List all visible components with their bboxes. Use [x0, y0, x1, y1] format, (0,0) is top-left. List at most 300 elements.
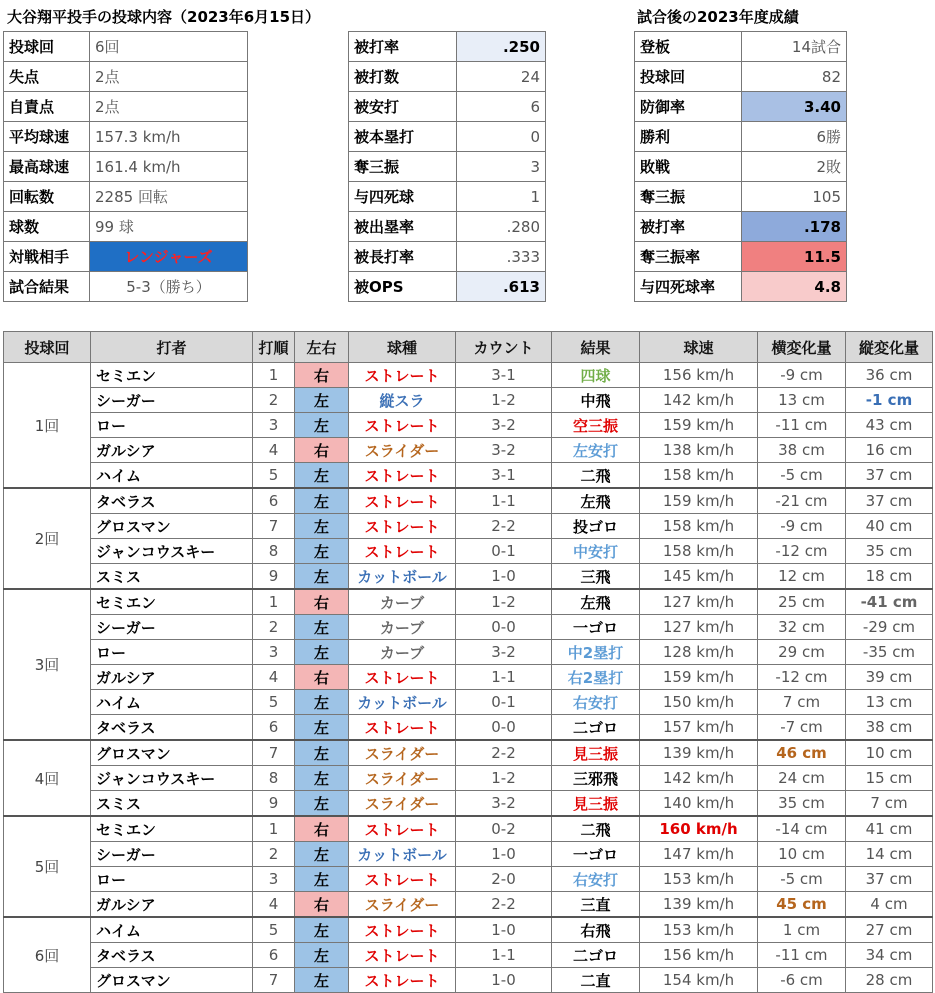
- season-stat-label: 被打率: [635, 212, 742, 242]
- horizontal-break-cell: -14 cm: [758, 816, 846, 842]
- vertical-break-cell: 10 cm: [846, 740, 933, 766]
- side-cell: 左: [295, 615, 349, 640]
- vertical-break-cell: 14 cm: [846, 842, 933, 867]
- game-summary-label: 最高球速: [4, 152, 90, 182]
- table-row: [4, 564, 933, 590]
- table-row: [4, 589, 933, 615]
- vertical-break-cell: 37 cm: [846, 867, 933, 892]
- column-header: 投球回: [4, 332, 91, 363]
- inning-cell: 2回: [4, 488, 91, 589]
- column-header: 左右: [295, 332, 349, 363]
- horizontal-break-cell: -5 cm: [758, 867, 846, 892]
- horizontal-break-cell: -5 cm: [758, 463, 846, 489]
- game-summary-value: 6回: [90, 32, 248, 62]
- horizontal-break-cell: 38 cm: [758, 438, 846, 463]
- game-summary-label: 回転数: [4, 182, 90, 212]
- column-header: 縦変化量: [846, 332, 933, 363]
- batter-cell: ハイム: [91, 690, 253, 715]
- horizontal-break-cell: 7 cm: [758, 690, 846, 715]
- result-cell: 見三振: [552, 791, 640, 817]
- vertical-break-cell: -29 cm: [846, 615, 933, 640]
- vertical-break-cell: 40 cm: [846, 514, 933, 539]
- season-stat-row: [635, 182, 847, 212]
- result-cell: 見三振: [552, 740, 640, 766]
- game-stat-value: 6: [457, 92, 546, 122]
- order-cell: 2: [253, 388, 295, 413]
- speed-cell: 158 km/h: [640, 539, 758, 564]
- result-cell: 空三振: [552, 413, 640, 438]
- side-cell: 左: [295, 715, 349, 741]
- season-stat-row: [635, 272, 847, 302]
- vertical-break-cell: 36 cm: [846, 363, 933, 388]
- table-row: [4, 363, 933, 388]
- season-title: 試合後の2023年度成績: [637, 8, 799, 26]
- count-cell: 1-1: [456, 943, 552, 968]
- season-stat-value: 11.5: [742, 242, 847, 272]
- game-summary-label: 球数: [4, 212, 90, 242]
- season-stat-value: 6勝: [742, 122, 847, 152]
- pitch-type-cell: カーブ: [349, 589, 456, 615]
- result-cell: 一ゴロ: [552, 842, 640, 867]
- game-summary-row: [4, 32, 248, 62]
- column-header: 球速: [640, 332, 758, 363]
- count-cell: 1-0: [456, 968, 552, 993]
- result-cell: 二飛: [552, 816, 640, 842]
- game-stat-row: [349, 242, 546, 272]
- game-stat-row: [349, 182, 546, 212]
- order-cell: 4: [253, 438, 295, 463]
- side-cell: 左: [295, 842, 349, 867]
- order-cell: 7: [253, 740, 295, 766]
- side-cell: 左: [295, 791, 349, 817]
- table-row: [4, 690, 933, 715]
- order-cell: 5: [253, 690, 295, 715]
- vertical-break-cell: 7 cm: [846, 791, 933, 817]
- season-stat-value: 3.40: [742, 92, 847, 122]
- table-row: [4, 740, 933, 766]
- side-cell: 右: [295, 892, 349, 918]
- speed-cell: 142 km/h: [640, 388, 758, 413]
- result-cell: 左飛: [552, 488, 640, 514]
- vertical-break-cell: 28 cm: [846, 968, 933, 993]
- season-stat-label: 防御率: [635, 92, 742, 122]
- result-cell: 投ゴロ: [552, 514, 640, 539]
- game-stat-label: 被打率: [349, 32, 457, 62]
- batter-cell: グロスマン: [91, 968, 253, 993]
- game-stat-label: 奪三振: [349, 152, 457, 182]
- order-cell: 9: [253, 564, 295, 590]
- game-stat-value: 3: [457, 152, 546, 182]
- horizontal-break-cell: -11 cm: [758, 413, 846, 438]
- vertical-break-cell: 16 cm: [846, 438, 933, 463]
- game-summary-row: [4, 152, 248, 182]
- table-row: [4, 640, 933, 665]
- pitch-type-cell: スライダー: [349, 740, 456, 766]
- batter-cell: ハイム: [91, 917, 253, 943]
- inning-cell: 6回: [4, 917, 91, 993]
- pitch-type-cell: カットボール: [349, 842, 456, 867]
- pitch-type-cell: ストレート: [349, 363, 456, 388]
- horizontal-break-cell: 25 cm: [758, 589, 846, 615]
- season-stat-label: 奪三振率: [635, 242, 742, 272]
- speed-cell: 139 km/h: [640, 740, 758, 766]
- game-summary-row: [4, 122, 248, 152]
- result-cell: 右2塁打: [552, 665, 640, 690]
- batter-cell: ロー: [91, 413, 253, 438]
- horizontal-break-cell: 13 cm: [758, 388, 846, 413]
- result-cell: 二直: [552, 968, 640, 993]
- game-summary-label: 平均球速: [4, 122, 90, 152]
- speed-cell: 128 km/h: [640, 640, 758, 665]
- pitch-type-cell: ストレート: [349, 488, 456, 514]
- vertical-break-cell: 39 cm: [846, 665, 933, 690]
- batter-cell: スミス: [91, 791, 253, 817]
- pitch-type-cell: スライダー: [349, 438, 456, 463]
- column-header: 球種: [349, 332, 456, 363]
- vertical-break-cell: 37 cm: [846, 488, 933, 514]
- inning-cell: 5回: [4, 816, 91, 917]
- game-stat-row: [349, 62, 546, 92]
- order-cell: 6: [253, 943, 295, 968]
- pitch-type-cell: 縦スラ: [349, 388, 456, 413]
- column-header: 横変化量: [758, 332, 846, 363]
- season-stat-label: 与四死球率: [635, 272, 742, 302]
- pitch-table-header: [4, 332, 933, 363]
- game-summary-row: [4, 272, 248, 302]
- order-cell: 6: [253, 715, 295, 741]
- result-cell: 右飛: [552, 917, 640, 943]
- vertical-break-cell: 34 cm: [846, 943, 933, 968]
- side-cell: 左: [295, 640, 349, 665]
- game-summary-value: 161.4 km/h: [90, 152, 248, 182]
- season-stat-value: 82: [742, 62, 847, 92]
- side-cell: 左: [295, 867, 349, 892]
- pitch-type-cell: ストレート: [349, 943, 456, 968]
- season-stats-table: [634, 31, 847, 302]
- season-stat-row: [635, 92, 847, 122]
- table-row: [4, 867, 933, 892]
- game-summary-value: 2点: [90, 62, 248, 92]
- side-cell: 左: [295, 388, 349, 413]
- horizontal-break-cell: 10 cm: [758, 842, 846, 867]
- side-cell: 左: [295, 488, 349, 514]
- vertical-break-cell: 38 cm: [846, 715, 933, 741]
- order-cell: 4: [253, 665, 295, 690]
- order-cell: 8: [253, 766, 295, 791]
- game-stat-label: 被出塁率: [349, 212, 457, 242]
- season-stat-label: 敗戦: [635, 152, 742, 182]
- result-cell: 一ゴロ: [552, 615, 640, 640]
- speed-cell: 142 km/h: [640, 766, 758, 791]
- game-summary-row: [4, 62, 248, 92]
- season-stat-value: 4.8: [742, 272, 847, 302]
- table-row: [4, 943, 933, 968]
- speed-cell: 160 km/h: [640, 816, 758, 842]
- horizontal-break-cell: -9 cm: [758, 363, 846, 388]
- game-summary-row: [4, 212, 248, 242]
- count-cell: 2-0: [456, 867, 552, 892]
- game-stat-value: .333: [457, 242, 546, 272]
- batter-cell: グロスマン: [91, 740, 253, 766]
- pitch-type-cell: カーブ: [349, 640, 456, 665]
- result-cell: 中飛: [552, 388, 640, 413]
- game-summary-label: 自責点: [4, 92, 90, 122]
- count-cell: 1-1: [456, 488, 552, 514]
- speed-cell: 145 km/h: [640, 564, 758, 590]
- table-row: [4, 791, 933, 817]
- pitch-type-cell: ストレート: [349, 715, 456, 741]
- speed-cell: 159 km/h: [640, 413, 758, 438]
- side-cell: 左: [295, 690, 349, 715]
- order-cell: 6: [253, 488, 295, 514]
- game-stats-table: [348, 31, 546, 302]
- horizontal-break-cell: 35 cm: [758, 791, 846, 817]
- count-cell: 0-2: [456, 816, 552, 842]
- result-cell: 左飛: [552, 589, 640, 615]
- game-stat-label: 被安打: [349, 92, 457, 122]
- column-header: カウント: [456, 332, 552, 363]
- result-cell: 右安打: [552, 867, 640, 892]
- table-row: [4, 665, 933, 690]
- count-cell: 1-2: [456, 589, 552, 615]
- order-cell: 7: [253, 514, 295, 539]
- game-summary-label: 失点: [4, 62, 90, 92]
- horizontal-break-cell: 32 cm: [758, 615, 846, 640]
- speed-cell: 153 km/h: [640, 917, 758, 943]
- pitch-type-cell: カットボール: [349, 690, 456, 715]
- horizontal-break-cell: -12 cm: [758, 665, 846, 690]
- batter-cell: セミエン: [91, 816, 253, 842]
- result-cell: 右安打: [552, 690, 640, 715]
- season-stat-value: .178: [742, 212, 847, 242]
- speed-cell: 156 km/h: [640, 943, 758, 968]
- speed-cell: 140 km/h: [640, 791, 758, 817]
- table-row: [4, 842, 933, 867]
- vertical-break-cell: 37 cm: [846, 463, 933, 489]
- speed-cell: 127 km/h: [640, 589, 758, 615]
- game-stat-row: [349, 212, 546, 242]
- batter-cell: ガルシア: [91, 665, 253, 690]
- game-stat-row: [349, 272, 546, 302]
- pitch-type-cell: スライダー: [349, 766, 456, 791]
- batter-cell: シーガー: [91, 388, 253, 413]
- side-cell: 右: [295, 589, 349, 615]
- season-stat-value: 14試合: [742, 32, 847, 62]
- speed-cell: 138 km/h: [640, 438, 758, 463]
- count-cell: 3-2: [456, 791, 552, 817]
- batter-cell: セミエン: [91, 363, 253, 388]
- count-cell: 2-2: [456, 892, 552, 918]
- vertical-break-cell: 18 cm: [846, 564, 933, 590]
- table-row: [4, 539, 933, 564]
- speed-cell: 158 km/h: [640, 463, 758, 489]
- side-cell: 右: [295, 665, 349, 690]
- side-cell: 右: [295, 438, 349, 463]
- column-header: 結果: [552, 332, 640, 363]
- count-cell: 3-1: [456, 463, 552, 489]
- side-cell: 左: [295, 413, 349, 438]
- count-cell: 1-0: [456, 564, 552, 590]
- batter-cell: スミス: [91, 564, 253, 590]
- table-row: [4, 615, 933, 640]
- game-summary-value: 2点: [90, 92, 248, 122]
- speed-cell: 156 km/h: [640, 363, 758, 388]
- side-cell: 左: [295, 539, 349, 564]
- count-cell: 1-2: [456, 766, 552, 791]
- order-cell: 4: [253, 892, 295, 918]
- game-stat-label: 与四死球: [349, 182, 457, 212]
- pitch-type-cell: スライダー: [349, 892, 456, 918]
- game-stat-row: [349, 92, 546, 122]
- game-summary-value: 2285 回転: [90, 182, 248, 212]
- game-stat-row: [349, 122, 546, 152]
- horizontal-break-cell: -12 cm: [758, 539, 846, 564]
- table-row: [4, 766, 933, 791]
- order-cell: 1: [253, 363, 295, 388]
- horizontal-break-cell: -9 cm: [758, 514, 846, 539]
- side-cell: 左: [295, 463, 349, 489]
- pitch-type-cell: ストレート: [349, 514, 456, 539]
- side-cell: 左: [295, 968, 349, 993]
- speed-cell: 158 km/h: [640, 514, 758, 539]
- vertical-break-cell: 41 cm: [846, 816, 933, 842]
- game-stat-value: .280: [457, 212, 546, 242]
- batter-cell: タベラス: [91, 488, 253, 514]
- order-cell: 9: [253, 791, 295, 817]
- game-summary-label: 試合結果: [4, 272, 90, 302]
- speed-cell: 139 km/h: [640, 892, 758, 918]
- pitch-type-cell: カーブ: [349, 615, 456, 640]
- count-cell: 0-0: [456, 615, 552, 640]
- game-stat-label: 被本塁打: [349, 122, 457, 152]
- result-cell: 中2塁打: [552, 640, 640, 665]
- horizontal-break-cell: -11 cm: [758, 943, 846, 968]
- batter-cell: ジャンコウスキー: [91, 539, 253, 564]
- game-stat-label: 被OPS: [349, 272, 457, 302]
- count-cell: 2-2: [456, 740, 552, 766]
- column-header: 打順: [253, 332, 295, 363]
- pitch-type-cell: スライダー: [349, 791, 456, 817]
- pitch-type-cell: ストレート: [349, 665, 456, 690]
- table-row: [4, 463, 933, 489]
- season-stat-row: [635, 242, 847, 272]
- pitch-type-cell: ストレート: [349, 968, 456, 993]
- table-row: [4, 413, 933, 438]
- game-summary-value: レンジャーズ: [90, 242, 248, 272]
- count-cell: 3-2: [456, 413, 552, 438]
- game-stat-value: 24: [457, 62, 546, 92]
- season-stat-value: 105: [742, 182, 847, 212]
- vertical-break-cell: -41 cm: [846, 589, 933, 615]
- pitch-type-cell: ストレート: [349, 539, 456, 564]
- batter-cell: ガルシア: [91, 438, 253, 463]
- game-summary-label: 投球回: [4, 32, 90, 62]
- inning-cell: 1回: [4, 363, 91, 489]
- game-stat-row: [349, 32, 546, 62]
- order-cell: 1: [253, 589, 295, 615]
- result-cell: 二飛: [552, 463, 640, 489]
- result-cell: 二ゴロ: [552, 715, 640, 741]
- batter-cell: シーガー: [91, 842, 253, 867]
- table-row: [4, 514, 933, 539]
- side-cell: 左: [295, 917, 349, 943]
- game-summary-row: [4, 182, 248, 212]
- season-stat-label: 奪三振: [635, 182, 742, 212]
- batter-cell: タベラス: [91, 943, 253, 968]
- vertical-break-cell: 35 cm: [846, 539, 933, 564]
- table-row: [4, 715, 933, 741]
- horizontal-break-cell: 12 cm: [758, 564, 846, 590]
- game-stat-label: 被長打率: [349, 242, 457, 272]
- result-cell: 左安打: [552, 438, 640, 463]
- count-cell: 0-1: [456, 690, 552, 715]
- batter-cell: ハイム: [91, 463, 253, 489]
- table-row: [4, 892, 933, 918]
- result-cell: 四球: [552, 363, 640, 388]
- game-summary-row: [4, 92, 248, 122]
- count-cell: 0-0: [456, 715, 552, 741]
- count-cell: 1-2: [456, 388, 552, 413]
- batter-cell: ジャンコウスキー: [91, 766, 253, 791]
- table-row: [4, 816, 933, 842]
- pitch-type-cell: ストレート: [349, 867, 456, 892]
- side-cell: 右: [295, 816, 349, 842]
- pitch-type-cell: ストレート: [349, 816, 456, 842]
- vertical-break-cell: 15 cm: [846, 766, 933, 791]
- season-stat-label: 投球回: [635, 62, 742, 92]
- count-cell: 2-2: [456, 514, 552, 539]
- game-stat-value: .613: [457, 272, 546, 302]
- season-stat-row: [635, 122, 847, 152]
- horizontal-break-cell: 24 cm: [758, 766, 846, 791]
- pitch-type-cell: ストレート: [349, 413, 456, 438]
- pitch-table: [3, 331, 933, 993]
- order-cell: 5: [253, 917, 295, 943]
- count-cell: 1-0: [456, 917, 552, 943]
- count-cell: 3-2: [456, 640, 552, 665]
- count-cell: 0-1: [456, 539, 552, 564]
- game-stat-row: [349, 152, 546, 182]
- speed-cell: 159 km/h: [640, 665, 758, 690]
- game-summary-value: 157.3 km/h: [90, 122, 248, 152]
- side-cell: 左: [295, 766, 349, 791]
- game-summary-label: 対戦相手: [4, 242, 90, 272]
- table-row: [4, 917, 933, 943]
- game-stat-value: 0: [457, 122, 546, 152]
- speed-cell: 127 km/h: [640, 615, 758, 640]
- batter-cell: グロスマン: [91, 514, 253, 539]
- vertical-break-cell: -1 cm: [846, 388, 933, 413]
- game-summary-row: [4, 242, 248, 272]
- pitch-type-cell: ストレート: [349, 917, 456, 943]
- order-cell: 7: [253, 968, 295, 993]
- batter-cell: ロー: [91, 640, 253, 665]
- speed-cell: 147 km/h: [640, 842, 758, 867]
- count-cell: 3-2: [456, 438, 552, 463]
- horizontal-break-cell: -6 cm: [758, 968, 846, 993]
- order-cell: 2: [253, 842, 295, 867]
- batter-cell: ロー: [91, 867, 253, 892]
- game-stat-value: 1: [457, 182, 546, 212]
- batter-cell: タベラス: [91, 715, 253, 741]
- side-cell: 左: [295, 740, 349, 766]
- game-stat-label: 被打数: [349, 62, 457, 92]
- table-row: [4, 968, 933, 993]
- batter-cell: シーガー: [91, 615, 253, 640]
- result-cell: 二ゴロ: [552, 943, 640, 968]
- horizontal-break-cell: 46 cm: [758, 740, 846, 766]
- season-stat-label: 登板: [635, 32, 742, 62]
